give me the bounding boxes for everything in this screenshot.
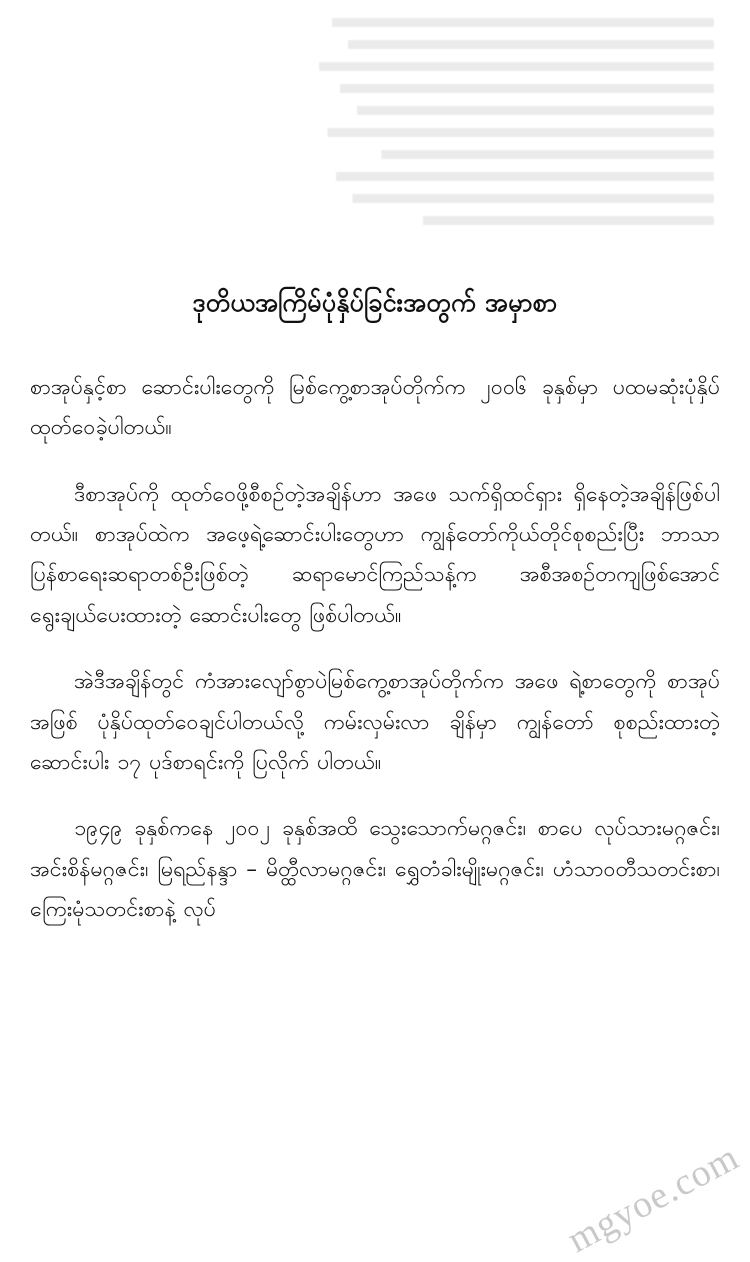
body-text-block: [30, 368, 720, 931]
paragraph-3: အဲဒီအချိန်တွင် ကံအားလျော်စွာပဲမြစ်ကွေ့စာအုပ်တိုက်က အဖေ ရဲ့စာတွေကို စာအုပ်အဖြစ် ပုံနှိပ်ထုတ်ဝေချင်ပါတယ်လို့ ကမ်းလှမ်းလာ ချိန်မှာ ကျွန်တော် စုစည်းထားတဲ့ဆောင်းပါး ၁၇ ပုဒ်စာရင်းကို ပြလိုက် ပါတယ်။: [30, 669, 720, 775]
page-title: ဒုတိယအကြိမ်ပုံနှိပ်ခြင်းအတွက် အမှာစာ: [192, 288, 558, 317]
paragraph-1: စာအုပ်နှင့်စာ ဆောင်းပါးတွေကို မြစ်ကွေ့စာအုပ်တိုက်က ၂၀၀၆ ခုနှစ်မှာ ပထမဆုံးပုံနှိပ် ထုတ်ဝေခဲ့ပါတယ်။: [30, 374, 720, 441]
paragraph-4: ၁၉၄၉ ခုနှစ်ကနေ ၂၀၀၂ ခုနှစ်အထိ သွေးသောက်မဂ္ဂဇင်း၊ စာပေ လုပ်သားမဂ္ဂဇင်း၊ အင်းစိန်မဂ္ဂဇင်း၊ မြရည်နန္ဒာ – မိတ္ထီလာမဂ္ဂဇင်း၊ ရွှေတံခါးမျိုးမဂ္ဂဇင်း၊ ဟံသာဝတီသတင်းစာ၊ ကြေးမုံသတင်းစာနဲ့ လုပ်: [30, 816, 720, 923]
paragraph-2: ဒီစာအုပ်ကို ထုတ်ဝေဖို့စီစဉ်တဲ့အချိန်ဟာ အဖေ သက်ရှိထင်ရှား ရှိနေတဲ့အချိန်ဖြစ်ပါတယ်။ စာအုပ်ထဲက အဖေ့ရဲ့ဆောင်းပါးတွေဟာ ကျွန်တော်ကိုယ်တိုင်စုစည်းပြီး ဘာသာပြန်စာရေးဆရာတစ်ဦးဖြစ်တဲ့ ဆရာမောင်ကြည်သန့်က အစီအစဉ်တကျဖြစ်အောင် ရွေးချယ်ပေးထားတဲ့ ဆောင်းပါးတွေ ဖြစ်ပါတယ်။: [30, 481, 720, 628]
watermark: mgyoe.com: [560, 1136, 746, 1262]
